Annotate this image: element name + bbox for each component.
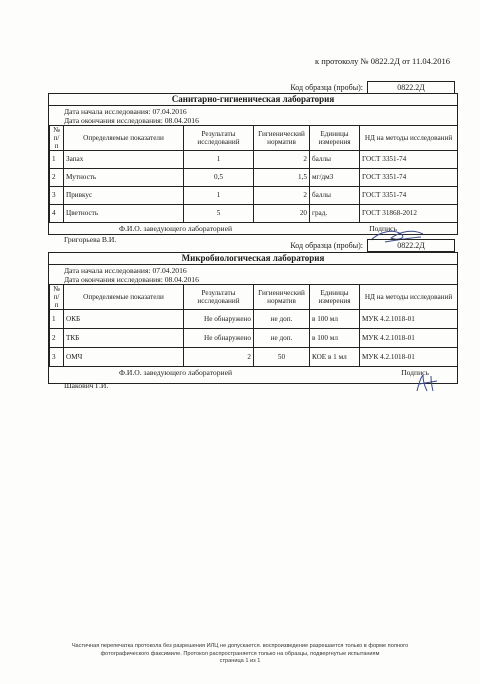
- indicator-name: Запах: [64, 151, 184, 169]
- page-counter: страница 1 из 1: [219, 658, 261, 664]
- indicator-name: ОКБ: [64, 310, 184, 329]
- micro-lab-block: [48, 252, 458, 390]
- column-header: Результаты исследований: [184, 126, 254, 151]
- column-header: Гигиенический норматив: [254, 126, 310, 151]
- column-header: НД на методы исследований: [360, 285, 458, 310]
- result-value: 1: [184, 151, 254, 169]
- column-header: Определяемые показатели: [64, 126, 184, 151]
- table-row: [50, 187, 458, 205]
- micro-head-name: Шакович Г.И.: [64, 381, 109, 390]
- row-number: 2: [50, 169, 64, 187]
- method-value: ГОСТ 31868-2012: [360, 205, 458, 223]
- method-value: ГОСТ 3351-74: [360, 187, 458, 205]
- column-header: Единицы измерения: [310, 285, 360, 310]
- indicator-name: Цветность: [64, 205, 184, 223]
- micro-sample-label: Код образца (пробы):: [290, 241, 363, 250]
- footer-disclaimer: [40, 643, 440, 666]
- micro-date-end: Дата окончания исследования: 08.04.2016: [64, 275, 199, 284]
- table-header-row: [50, 126, 458, 151]
- method-value: ГОСТ 3351-74: [360, 169, 458, 187]
- micro-signature-row: [49, 367, 457, 393]
- unit-value: град.: [310, 205, 360, 223]
- norm-value: не доп.: [254, 329, 310, 348]
- method-value: МУК 4.2.1018-01: [360, 310, 458, 329]
- result-value: 5: [184, 205, 254, 223]
- sanitary-sample-code: 0822.2Д: [367, 81, 455, 94]
- unit-value: КОЕ в 1 мл: [310, 348, 360, 367]
- indicator-name: Привкус: [64, 187, 184, 205]
- indicator-name: ОМЧ: [64, 348, 184, 367]
- sanitary-date-start: Дата начала исследования: 07.04.2016: [64, 107, 187, 116]
- norm-value: не доп.: [254, 310, 310, 329]
- result-value: 2: [184, 348, 254, 367]
- method-value: МУК 4.2.1018-01: [360, 329, 458, 348]
- column-header: № п/п: [50, 126, 64, 151]
- norm-value: 1,5: [254, 169, 310, 187]
- row-number: 3: [50, 348, 64, 367]
- norm-value: 2: [254, 151, 310, 169]
- table-row: [50, 151, 458, 169]
- micro-sample-code: 0822.2Д: [367, 239, 455, 252]
- result-value: Не обнаружено: [184, 310, 254, 329]
- column-header: Определяемые показатели: [64, 285, 184, 310]
- column-header: № п/п: [50, 285, 64, 310]
- result-value: Не обнаружено: [184, 329, 254, 348]
- micro-date-start: Дата начала исследования: 07.04.2016: [64, 266, 187, 275]
- sanitary-sample-label: Код образца (пробы):: [290, 83, 363, 92]
- micro-signature-label: Подпись: [401, 368, 429, 377]
- sanitary-lab-block: [48, 93, 458, 244]
- protocol-reference: к протоколу № 0822.2Д от 11.04.2016: [315, 56, 450, 66]
- result-value: 0,5: [184, 169, 254, 187]
- row-number: 1: [50, 151, 64, 169]
- unit-value: баллы: [310, 187, 360, 205]
- unit-value: баллы: [310, 151, 360, 169]
- column-header: Результаты исследований: [184, 285, 254, 310]
- row-number: 4: [50, 205, 64, 223]
- table-row: [50, 169, 458, 187]
- table-row: [50, 205, 458, 223]
- sanitary-head-name: Григорьева В.И.: [64, 235, 117, 244]
- norm-value: 2: [254, 187, 310, 205]
- row-number: 1: [50, 310, 64, 329]
- row-number: 2: [50, 329, 64, 348]
- unit-value: мг/дм3: [310, 169, 360, 187]
- table-row: [50, 348, 458, 367]
- unit-value: в 100 мл: [310, 329, 360, 348]
- sanitary-lab-title: Санитарно-гигиеническая лаборатория: [49, 94, 457, 106]
- micro-results-table: [49, 284, 458, 367]
- column-header: НД на методы исследований: [360, 126, 458, 151]
- micro-signature-image: [411, 373, 441, 393]
- norm-value: 20: [254, 205, 310, 223]
- indicator-name: ТКБ: [64, 329, 184, 348]
- method-value: МУК 4.2.1018-01: [360, 348, 458, 367]
- norm-value: 50: [254, 348, 310, 367]
- footer-line: фотографического факсимиле. Протокол распространяется только на образцы, подвергнутые испытаниям: [100, 650, 380, 657]
- sanitary-signature-label: Подпись: [369, 224, 397, 233]
- sanitary-results-table: [49, 125, 458, 223]
- row-number: 3: [50, 187, 64, 205]
- indicator-name: Мутность: [64, 169, 184, 187]
- table-row: [50, 329, 458, 348]
- unit-value: в 100 мл: [310, 310, 360, 329]
- micro-lab-title: Микробиологическая лаборатория: [49, 253, 457, 265]
- sanitary-head-label: Ф.И.О. заведующего лабораторией: [119, 224, 233, 233]
- micro-head-label: Ф.И.О. заведующего лабораторией: [119, 368, 233, 377]
- footer-line: Частичная перепечатка протокола без разрешения ИЛЦ не допускается. воспроизведение разрешается только в форме полного: [71, 643, 409, 649]
- method-value: ГОСТ 3351-74: [360, 151, 458, 169]
- column-header: Гигиенический норматив: [254, 285, 310, 310]
- result-value: 1: [184, 187, 254, 205]
- sanitary-date-end: Дата окончания исследования: 08.04.2016: [64, 116, 199, 125]
- column-header: Единицы измерения: [310, 126, 360, 151]
- table-header-row: [50, 285, 458, 310]
- table-row: [50, 310, 458, 329]
